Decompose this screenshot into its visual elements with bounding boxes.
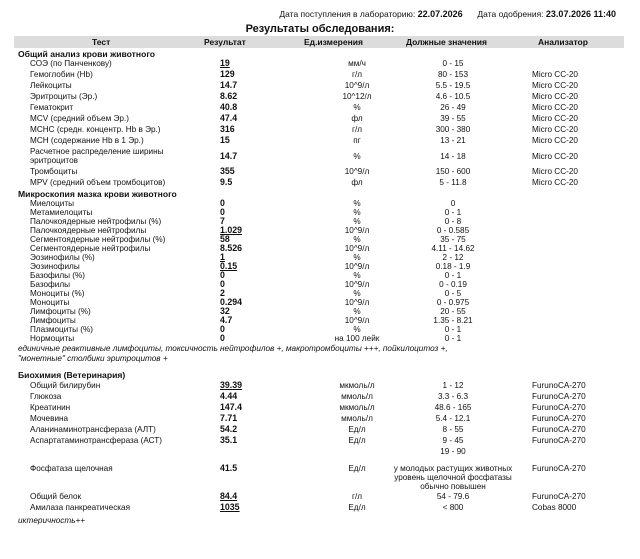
test-unit: %: [353, 217, 361, 226]
test-value: 14.7: [220, 80, 238, 90]
test-analyzer: Micro CC-20: [532, 92, 578, 101]
test-name: Сегментоядерные нейтрофилы: [30, 244, 151, 253]
test-ref: < 800: [442, 503, 464, 512]
section-cbc: Общий анализ крови животного: [18, 49, 156, 59]
test-unit: пг: [353, 136, 361, 145]
test-unit: %: [353, 199, 361, 208]
test-analyzer: Micro CC-20: [532, 103, 578, 112]
test-value: 8.526: [220, 243, 243, 253]
test-analyzer: FurunoCA-270: [532, 381, 586, 390]
test-value: 39.39: [220, 380, 243, 390]
smear-note: [18, 344, 448, 363]
test-value: 0: [220, 207, 225, 217]
col-unit: Ед.измерения: [304, 37, 363, 47]
col-result: Результат: [204, 37, 246, 47]
test-value: 7: [220, 216, 225, 226]
test-ref: 5.5 - 19.5: [435, 81, 471, 90]
test-ref: 3.3 - 6.3: [437, 392, 469, 401]
test-name: Плазмоциты (%): [30, 325, 93, 334]
test-unit: фл: [351, 178, 363, 187]
test-unit: %: [353, 271, 361, 280]
test-value: 4.7: [220, 315, 233, 325]
test-unit: мкмоль/л: [339, 381, 375, 390]
test-ref: 0 - 1: [444, 325, 462, 334]
test-value: 1: [220, 252, 225, 262]
test-value: 14.7: [220, 151, 238, 161]
test-unit: 10^9/л: [344, 244, 370, 253]
test-name: MPV (средний объем тромбоцитов): [30, 178, 166, 187]
alp-ref-range: 19 - 90: [440, 447, 466, 456]
test-ref: 35 - 75: [440, 235, 466, 244]
test-analyzer: Micro CC-20: [532, 167, 578, 176]
test-unit: на 100 лейк: [334, 334, 380, 343]
test-name: Амилаза панкреатическая: [30, 503, 131, 512]
test-name: Гематокрит: [30, 103, 74, 112]
test-ref: 26 - 49: [440, 103, 466, 112]
test-unit: 10^9/л: [344, 280, 370, 289]
test-ref: 8 - 55: [442, 425, 464, 434]
test-unit: ммоль/л: [341, 414, 373, 423]
test-value: 129: [220, 69, 235, 79]
test-unit: %: [353, 253, 361, 262]
test-ref: 0 - 5: [444, 289, 462, 298]
test-value: 32: [220, 306, 230, 316]
test-value: 9.5: [220, 177, 233, 187]
test-value: 0: [220, 279, 225, 289]
test-value: 355: [220, 166, 235, 176]
test-name: Моноциты (%): [30, 289, 85, 298]
table-row: [14, 447, 624, 489]
test-ref: 4.6 - 10.5: [435, 92, 471, 101]
test-ref: 0 - 15: [442, 59, 464, 68]
test-name: Эозинофилы: [30, 262, 80, 271]
test-name: Лимфоциты: [30, 316, 76, 325]
test-unit: г/л: [351, 492, 363, 501]
test-value: 40.8: [220, 102, 238, 112]
test-value: 0: [220, 270, 225, 280]
test-name: Базофилы (%): [30, 271, 86, 280]
smear-note-line-2: "монетные" столбики эритроцитов +: [18, 353, 168, 363]
footer-note: иктеричность++: [18, 516, 86, 525]
test-analyzer: FurunoCA-270: [532, 425, 586, 434]
test-name: Лейкоциты: [30, 81, 72, 90]
test-ref: 0.18 - 1.9: [435, 262, 471, 271]
test-value: 84.4: [220, 491, 238, 501]
test-ref: 150 - 600: [435, 167, 471, 176]
test-unit: Ед/л: [348, 503, 366, 512]
table-row: [14, 147, 624, 167]
test-value: 58: [220, 234, 230, 244]
test-value: 0: [220, 198, 225, 208]
test-ref: 0 - 1: [444, 271, 462, 280]
test-ref: 0 - 8: [444, 217, 462, 226]
test-value: 54.2: [220, 424, 238, 434]
test-unit: %: [353, 289, 361, 298]
test-unit: фл: [351, 114, 363, 123]
test-name: Тромбоциты: [30, 167, 78, 176]
test-name: Метамиелоциты: [30, 208, 93, 217]
test-name: Общий белок: [30, 492, 82, 501]
test-name: Гемоглобин (Hb): [30, 70, 93, 79]
page-title: Результаты обследования:: [245, 23, 395, 35]
test-value: 4.44: [220, 391, 238, 401]
test-analyzer: FurunoCA-270: [532, 414, 586, 423]
test-analyzer: FurunoCA-270: [532, 436, 586, 445]
section-biochem: Биохимия (Ветеринария): [18, 370, 126, 380]
test-value: 147.4: [220, 402, 243, 412]
test-value: 19: [220, 58, 230, 68]
test-ref: 1 - 12: [442, 381, 464, 390]
test-analyzer: FurunoCA-270: [532, 403, 586, 412]
test-name: Эритроциты (Эр.): [30, 92, 98, 101]
test-unit: %: [353, 208, 361, 217]
test-value: 8.62: [220, 91, 238, 101]
test-analyzer: FurunoCA-270: [532, 492, 586, 501]
col-analyzer: Анализатор: [538, 37, 588, 47]
test-unit: %: [353, 235, 361, 244]
test-unit: г/л: [351, 70, 363, 79]
test-value: 7.71: [220, 413, 238, 423]
test-ref: 0 - 0.585: [436, 226, 470, 235]
test-name: Общий билирубин: [30, 381, 101, 390]
test-ref: 0 - 0.975: [436, 298, 470, 307]
test-ref: 1.35 - 8.21: [433, 316, 473, 325]
test-value: 0: [220, 333, 225, 343]
test-name: Палочкоядерные нейтрофилы (%): [30, 217, 162, 226]
test-name: MCHC (средн. концентр. Hb в Эр.): [30, 125, 161, 134]
test-ref: 5 - 11.8: [439, 178, 467, 187]
report-dates: [279, 9, 616, 19]
received-label: Дата поступления в лабораторию:: [279, 9, 416, 19]
test-unit: Ед/л: [348, 464, 366, 473]
test-ref: 14 - 18: [440, 152, 466, 161]
test-name: Аспартатаминотрансфераза (АСТ): [30, 436, 162, 445]
approved-date: 23.07.2026 11:40: [545, 9, 616, 19]
test-name: Палочкоядерные нейтрофилы: [30, 226, 147, 235]
test-ref: 39 - 55: [440, 114, 466, 123]
test-ref: 0: [450, 199, 456, 208]
test-ref: 9 - 45: [442, 436, 464, 445]
test-value: 2: [220, 288, 225, 298]
smear-note-line-1: единичные реактивные лимфоциты, токсичность нейтрофилов +, макротромбоциты +++, пойкилоцитоз +,: [18, 344, 448, 353]
test-ref: 20 - 55: [440, 307, 466, 316]
test-unit: Ед/л: [348, 425, 366, 434]
test-unit: 10^9/л: [344, 298, 370, 307]
test-unit: 10^9/л: [344, 316, 370, 325]
test-name: Мочевина: [30, 414, 69, 423]
test-name: Глюкоза: [30, 392, 62, 401]
alp-ref-note: у молодых растущих животных уровень щелочной фосфатазы обычно повышен: [393, 464, 513, 491]
test-value: 35.1: [220, 435, 238, 445]
approved-label: Дата одобрения:: [477, 9, 544, 19]
col-reference: Должные значения: [406, 37, 487, 47]
test-unit: мм/ч: [348, 59, 366, 68]
test-unit: 10^9/л: [344, 226, 370, 235]
test-analyzer: Micro CC-20: [532, 152, 578, 161]
test-ref: 0 - 1: [444, 334, 462, 343]
test-unit: %: [353, 325, 361, 334]
test-name: Сегментоядерные нейтрофилы (%): [30, 235, 166, 244]
test-name: Лимфоциты (%): [30, 307, 91, 316]
test-value: 0.15: [220, 261, 238, 271]
test-analyzer: Micro CC-20: [532, 136, 578, 145]
test-unit: мкмоль/л: [339, 403, 375, 412]
test-unit: Ед/л: [348, 436, 366, 445]
test-value: 0: [220, 324, 225, 334]
test-unit: 10^12/л: [342, 92, 372, 101]
test-value: 41.5: [220, 463, 238, 473]
test-unit: 10^9/л: [344, 167, 370, 176]
test-unit: ммоль/л: [341, 392, 373, 401]
test-analyzer: Micro CC-20: [532, 81, 578, 90]
test-value: 15: [220, 135, 230, 145]
received-date: 22.07.2026: [417, 9, 463, 19]
test-ref: 80 - 153: [437, 70, 469, 79]
test-analyzer: Micro CC-20: [532, 70, 578, 79]
test-name: Расчетное распределение ширины эритроцитов: [30, 147, 164, 165]
test-name: Базофилы: [30, 280, 71, 289]
col-test: Тест: [92, 37, 111, 47]
test-name: Миелоциты: [30, 199, 74, 208]
test-analyzer: FurunoCA-270: [532, 464, 586, 473]
test-unit: г/л: [351, 125, 363, 134]
test-name: Фосфатаза щелочная: [30, 464, 113, 473]
test-ref: 5.4 - 12.1: [435, 414, 471, 423]
table-row: [14, 59, 624, 68]
test-unit: 10^9/л: [344, 81, 370, 90]
test-value: 1.029: [220, 225, 243, 235]
test-ref: 2 - 12: [442, 253, 464, 262]
test-value: 47.4: [220, 113, 238, 123]
test-name: Нормоциты: [30, 334, 75, 343]
test-name: Моноциты: [30, 298, 70, 307]
test-unit: %: [353, 152, 361, 161]
test-name: MCV (средний объем Эр.): [30, 114, 129, 123]
test-analyzer: Cobas 8000: [532, 503, 577, 512]
test-ref: 0 - 1: [444, 208, 462, 217]
test-analyzer: Micro CC-20: [532, 125, 578, 134]
test-value: 1035: [220, 502, 240, 512]
test-ref: 0 - 0.19: [439, 280, 467, 289]
test-unit: %: [353, 307, 361, 316]
test-analyzer: Micro CC-20: [532, 114, 578, 123]
section-smear: Микроскопия мазка крови животного: [18, 189, 177, 199]
test-name: СОЭ (по Панченкову): [30, 59, 112, 68]
test-analyzer: FurunoCA-270: [532, 392, 586, 401]
test-unit: 10^9/л: [344, 262, 370, 271]
test-value: 316: [220, 124, 235, 134]
test-value: 0.294: [220, 297, 243, 307]
test-name: Креатинин: [30, 403, 71, 412]
test-name: MCH (содержание Hb в 1 Эр.): [30, 136, 144, 145]
test-name: Аланинаминотрансфераза (АЛТ): [30, 425, 156, 434]
test-unit: %: [353, 103, 361, 112]
table-header: [14, 36, 624, 48]
test-ref: 48.6 - 165: [434, 403, 472, 412]
test-name: Эозинофилы (%): [30, 253, 95, 262]
test-ref: 4.11 - 14.62: [431, 244, 475, 253]
test-ref: 54 - 79.6: [436, 492, 470, 501]
test-analyzer: Micro CC-20: [532, 178, 578, 187]
test-ref: 300 - 380: [435, 125, 471, 134]
test-ref: 13 - 21: [440, 136, 466, 145]
